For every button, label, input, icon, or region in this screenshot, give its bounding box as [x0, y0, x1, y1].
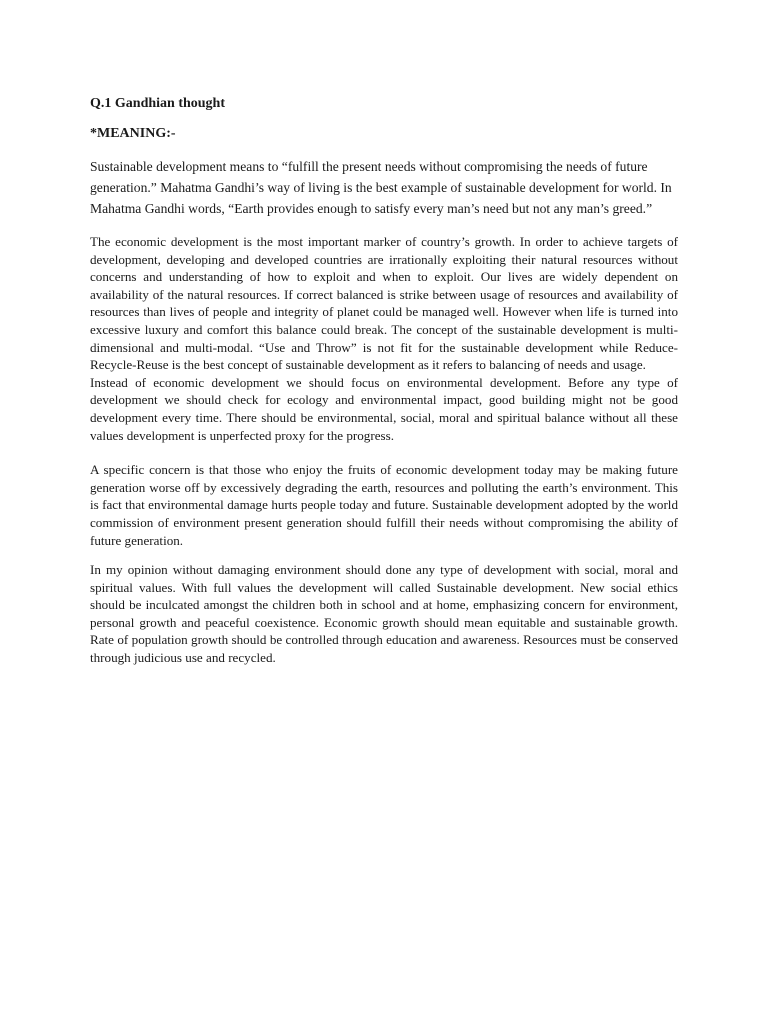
- document-title: Q.1 Gandhian thought: [90, 96, 225, 111]
- document-page: [90, 95, 678, 667]
- paragraph-environmental-development: Instead of economic development we should focus on environmental development. Before any type of development we should check for ecology and environmental impact, good building might not be good development every time. There should be environmental, social, moral and spiritual balance without all these values development is unperfected proxy for the progress.: [90, 374, 678, 443]
- paragraph-spacer: [90, 444, 678, 461]
- paragraph-opinion: In my opinion without damaging environment should done any type of development with social, moral and spiritual values. With full values the development will called Sustainable development. New social ethics should be inculcated amongst the children both in school and at home, emphasizing concern for environment, personal growth and peaceful coexistence. Economic growth should mean equitable and sustainable growth. Rate of population growth should be controlled through education and awareness. Resources must be conserved through judicious use and recycled.: [90, 562, 678, 666]
- section-heading: *MEANING:-: [90, 126, 176, 141]
- paragraph-economic-development: The economic development is the most important marker of country’s growth. In order to achieve targets of development, developing and developed countries are irrationally exploiting their natural resources without concerns and understanding of how to exploit and when to exploit. Our lives are widely dependent on availability of the natural resources. If correct balanced is strike between usage of resources and availability of resources than lives of people and integrity of planet could be managed well. However when life is turned into excessive luxury and comfort this balance could break. The concept of the sustainable development is multi-dimensional and multi-modal. “Use and Throw” is not fit for the sustainable development while Reduce- Recycle-Reuse is the best concept of sustainable development as it refers to balancing of needs and usage.: [90, 234, 678, 373]
- paragraph-definition: Sustainable development means to “fulfill the present needs without compromising the needs of future generation.” Mahatma Gandhi’s way of living is the best example of sustainable development for world. In Mahatma Gandhi words, “Earth provides enough to satisfy every man’s need but not any man’s greed.”: [90, 159, 672, 216]
- paragraph-spacer: [90, 549, 678, 561]
- paragraph-specific-concern: A specific concern is that those who enjoy the fruits of economic development today may be making future generation worse off by excessively degrading the earth, resources and polluting the earth’s environment. This is fact that environmental damage hurts people today and future. Sustainable development adopted by the world commission of environment present generation should fulfill their needs without compromising the ability of future generation.: [90, 462, 678, 548]
